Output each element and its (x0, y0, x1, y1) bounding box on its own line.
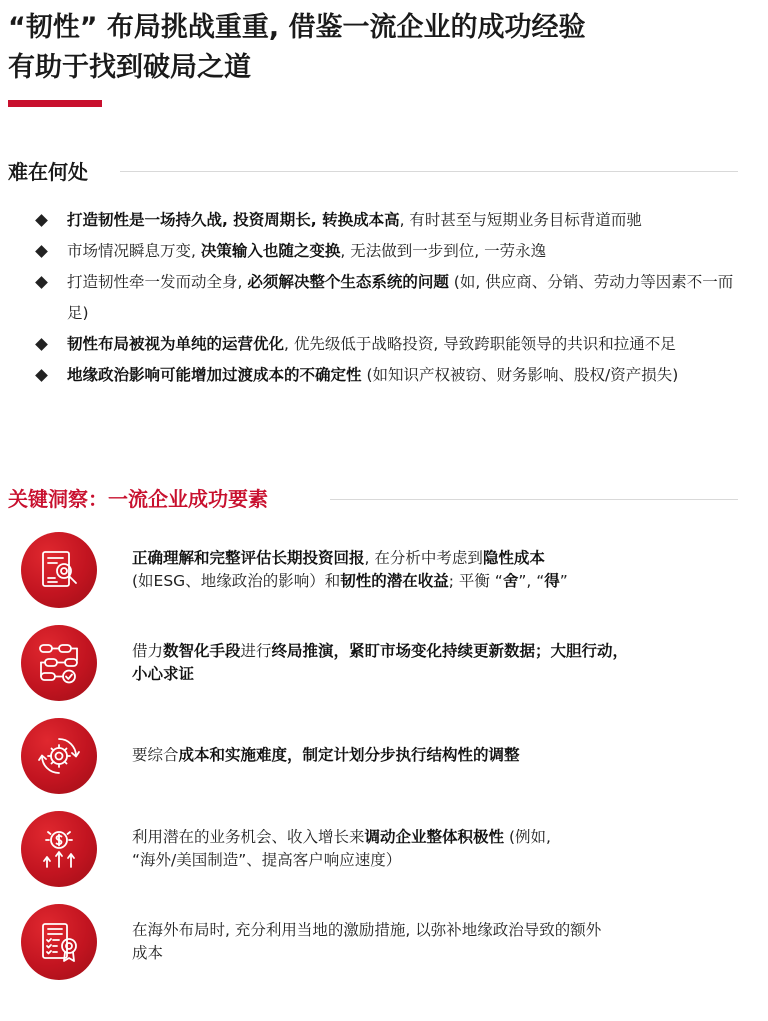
diamond-bullet-icon (35, 369, 48, 382)
insight-text (132, 826, 732, 872)
insight-emphasis: 韧性的潜在收益 (340, 572, 449, 590)
insight-plain: 要综合 (132, 746, 179, 764)
insight-emphasis: 小心求证 (132, 665, 195, 683)
diamond-bullet-icon (35, 214, 48, 227)
insight-emphasis: 舍 (502, 572, 519, 590)
difficulty-item (34, 236, 734, 267)
page-title-line-1: “韧性” 布局挑战重重, 借鉴一流企业的成功经验 (8, 12, 586, 43)
difficulty-text: 打造韧性牵一发而动全身, (67, 273, 248, 291)
insight-emphasis: 成本和实施难度，制定计划分步执行结构性的调整 (178, 746, 520, 764)
insights-heading: 关键洞察：一流企业成功要素 (8, 487, 268, 511)
difficulties-divider (120, 171, 738, 172)
insight-emphasis: 数智化手段 (163, 642, 241, 660)
insight-emphasis: 隐性成本 (482, 549, 545, 567)
process-flow-icon (21, 625, 97, 701)
insight-line (132, 826, 732, 849)
insight-line: 成本 (132, 944, 164, 962)
difficulties-heading: 难在何处 (8, 160, 88, 184)
insight-text (132, 744, 732, 767)
insight-item (21, 625, 741, 705)
insight-text (132, 640, 732, 686)
insight-line (132, 744, 732, 767)
title-accent-bar (8, 100, 102, 107)
certificate-icon (21, 904, 97, 980)
difficulty-text: (如, 供应商、分销、劳动力等因素不一而足) (67, 273, 734, 322)
insight-plain: 利用潜在的业务机会、收入增长来 (132, 828, 365, 846)
insight-item (21, 811, 741, 891)
insight-plain: , 在分析中考虑到 (364, 549, 483, 567)
insight-line (132, 570, 732, 593)
gear-cycle-icon (21, 718, 97, 794)
insight-emphasis: 得 (544, 572, 560, 590)
insights-divider (330, 499, 738, 500)
insight-item (21, 718, 741, 798)
difficulty-item (34, 329, 734, 360)
difficulty-text: , 优先级低于战略投资, 导致跨职能领导的共识和拉通不足 (284, 335, 676, 353)
insight-plain: ”, “ (518, 572, 545, 590)
difficulties-list (34, 205, 734, 391)
difficulty-emphasis: 决策输入也随之变换 (200, 242, 341, 260)
insight-plain: (例如, (504, 828, 551, 846)
insight-text (132, 919, 732, 965)
difficulty-text: 市场情况瞬息万变, (67, 242, 201, 260)
document-magnifier-icon (21, 532, 97, 608)
difficulty-text: , 有时甚至与短期业务目标背道而驰 (399, 211, 642, 229)
insight-item (21, 904, 741, 984)
insight-plain: ” (559, 572, 568, 590)
dollar-growth-icon (21, 811, 97, 887)
diamond-bullet-icon (35, 245, 48, 258)
insight-text (132, 547, 732, 593)
diamond-bullet-icon (35, 276, 48, 289)
insight-emphasis: 调动企业整体积极性 (364, 828, 505, 846)
difficulty-item (34, 360, 734, 391)
difficulty-text: , 无法做到一步到位, 一劳永逸 (340, 242, 547, 260)
insight-plain: 进行 (240, 642, 272, 660)
diamond-bullet-icon (35, 338, 48, 351)
insight-line: “海外/美国制造”、提高客户响应速度） (132, 851, 402, 869)
insight-emphasis: 正确理解和完整评估长期投资回报 (132, 549, 365, 567)
insight-plain: 借力 (132, 642, 164, 660)
insight-plain: (如ESG、地缘政治的影响）和 (132, 572, 341, 590)
insight-line: 在海外布局时, 充分利用当地的激励措施, 以弥补地缘政治导致的额外 (132, 921, 602, 939)
page-title-line-2: 有助于找到破局之道 (8, 52, 251, 83)
difficulty-item (34, 267, 734, 329)
insight-plain: ; 平衡 “ (448, 572, 503, 590)
insight-line (132, 663, 732, 686)
difficulty-emphasis: 地缘政治影响可能增加过渡成本的不确定性 (67, 366, 362, 384)
difficulty-emphasis: 韧性布局被视为单纯的运营优化 (67, 335, 285, 353)
insight-item (21, 532, 741, 612)
difficulty-item (34, 205, 734, 236)
difficulty-emphasis: 打造韧性是一场持久战, 投资周期长, 转换成本高 (67, 211, 400, 229)
page-title (8, 8, 748, 88)
difficulty-emphasis: 必须解决整个生态系统的问题 (247, 273, 449, 291)
insight-line (132, 640, 732, 663)
insight-emphasis: 终局推演，紧盯市场变化持续更新数据；大胆行动， (271, 642, 629, 660)
difficulty-text: (如知识产权被窃、财务影响、股权/资产损失) (361, 366, 679, 384)
insight-line (132, 547, 732, 570)
